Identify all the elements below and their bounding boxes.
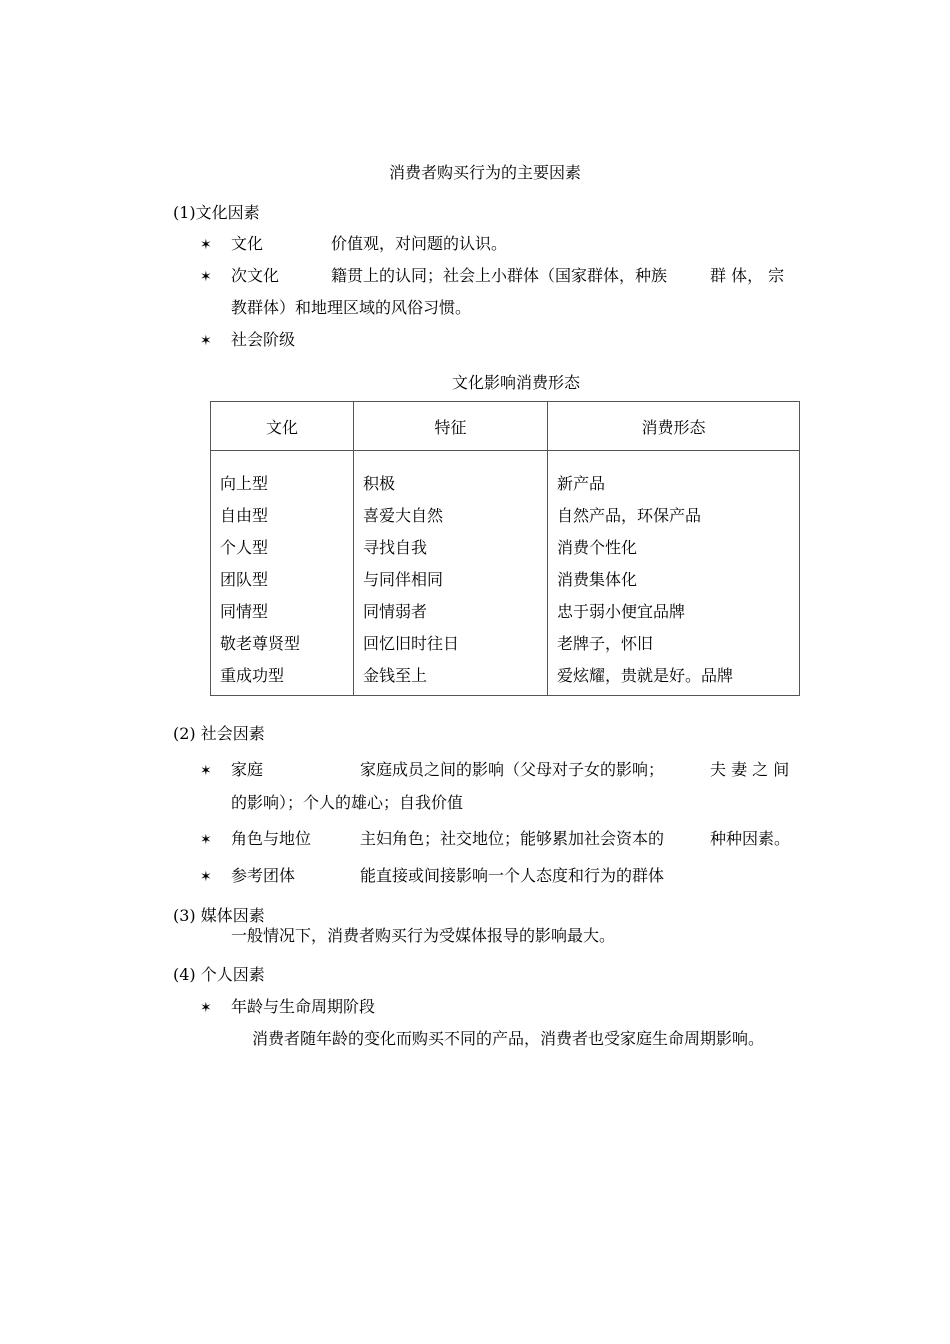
item-desc: 能直接或间接影响一个人态度和行为的群体 bbox=[360, 866, 665, 885]
table-cell: 新产品 bbox=[557, 474, 606, 493]
item-desc-tail: 种种因素。 bbox=[710, 829, 791, 848]
bullet-star-icon: ✶ bbox=[200, 832, 212, 848]
table-cell: 同情弱者 bbox=[363, 602, 428, 621]
item-desc: 价值观，对问题的认识。 bbox=[331, 234, 508, 253]
section-heading-social: (2) 社会因素 bbox=[173, 724, 265, 743]
bullet-star-icon: ✶ bbox=[200, 1000, 212, 1016]
culture-consumption-table bbox=[210, 401, 800, 696]
page-title: 消费者购买行为的主要因素 bbox=[389, 163, 582, 182]
table-cell: 敬老尊贤型 bbox=[220, 634, 301, 653]
item-desc: 家庭成员之间的影响（父母对子女的影响； bbox=[360, 760, 665, 779]
column-header: 文化 bbox=[211, 402, 354, 451]
column-header: 特征 bbox=[354, 402, 548, 451]
item-term: 次文化 bbox=[231, 266, 280, 285]
item-term: 社会阶级 bbox=[231, 330, 296, 349]
table-cell: 重成功型 bbox=[220, 666, 285, 685]
table-cell: 爱炫耀，贵就是好。品牌 bbox=[557, 666, 734, 685]
column-header: 消费形态 bbox=[548, 402, 800, 451]
table-cell: 个人型 bbox=[220, 538, 269, 557]
bullet-star-icon: ✶ bbox=[200, 763, 212, 779]
table-cell: 喜爱大自然 bbox=[363, 506, 444, 525]
item-term: 家庭 bbox=[231, 760, 264, 779]
item-desc-cont: 的影响）；个人的雄心；自我价值 bbox=[231, 793, 464, 812]
item-term: 参考团体 bbox=[231, 866, 296, 885]
bullet-star-icon: ✶ bbox=[200, 333, 212, 349]
bullet-star-icon: ✶ bbox=[200, 237, 212, 253]
table-cell: 同情型 bbox=[220, 602, 269, 621]
table-column-culture bbox=[211, 451, 354, 696]
bullet-star-icon: ✶ bbox=[200, 269, 212, 285]
section-heading-personal: (4) 个人因素 bbox=[173, 965, 265, 984]
table-cell: 团队型 bbox=[220, 570, 269, 589]
section-heading-media: (3) 媒体因素 bbox=[173, 906, 265, 925]
table-cell: 自由型 bbox=[220, 506, 269, 525]
table-column-feature bbox=[354, 451, 548, 696]
item-desc-tail: 群 体， 宗 bbox=[710, 266, 785, 285]
table-cell: 消费集体化 bbox=[557, 570, 638, 589]
item-desc: 籍贯上的认同；社会上小群体（国家群体，种族 bbox=[331, 266, 668, 285]
table-caption: 文化影响消费形态 bbox=[452, 373, 581, 392]
table-column-consumption bbox=[548, 451, 800, 696]
table-cell: 积极 bbox=[363, 474, 396, 493]
table-cell: 消费个性化 bbox=[557, 538, 638, 557]
item-term: 文化 bbox=[231, 234, 264, 253]
item-desc-tail: 夫 妻 之 间 bbox=[710, 760, 790, 779]
section-heading-culture: (1)文化因素 bbox=[173, 203, 260, 222]
personal-paragraph: 消费者随年龄的变化而购买不同的产品，消费者也受家庭生命周期影响。 bbox=[252, 1029, 765, 1048]
item-term: 角色与地位 bbox=[231, 829, 312, 848]
table-header-row bbox=[211, 402, 800, 451]
table-cell: 金钱至上 bbox=[363, 666, 428, 685]
table-cell: 自然产品，环保产品 bbox=[557, 506, 702, 525]
table-cell: 回忆旧时往日 bbox=[363, 634, 460, 653]
table-cell: 与同伴相同 bbox=[363, 570, 444, 589]
item-term: 年龄与生命周期阶段 bbox=[231, 997, 376, 1016]
table-cell: 寻找自我 bbox=[363, 538, 428, 557]
item-desc-cont: 教群体）和地理区域的风俗习惯。 bbox=[231, 298, 472, 317]
item-desc: 主妇角色；社交地位；能够累加社会资本的 bbox=[360, 829, 665, 848]
media-paragraph: 一般情况下，消费者购买行为受媒体报导的影响最大。 bbox=[231, 926, 616, 945]
table-cell: 老牌子，怀旧 bbox=[557, 634, 654, 653]
table-cell: 向上型 bbox=[220, 474, 269, 493]
bullet-star-icon: ✶ bbox=[200, 869, 212, 885]
table-cell: 忠于弱小便宜品牌 bbox=[557, 602, 686, 621]
